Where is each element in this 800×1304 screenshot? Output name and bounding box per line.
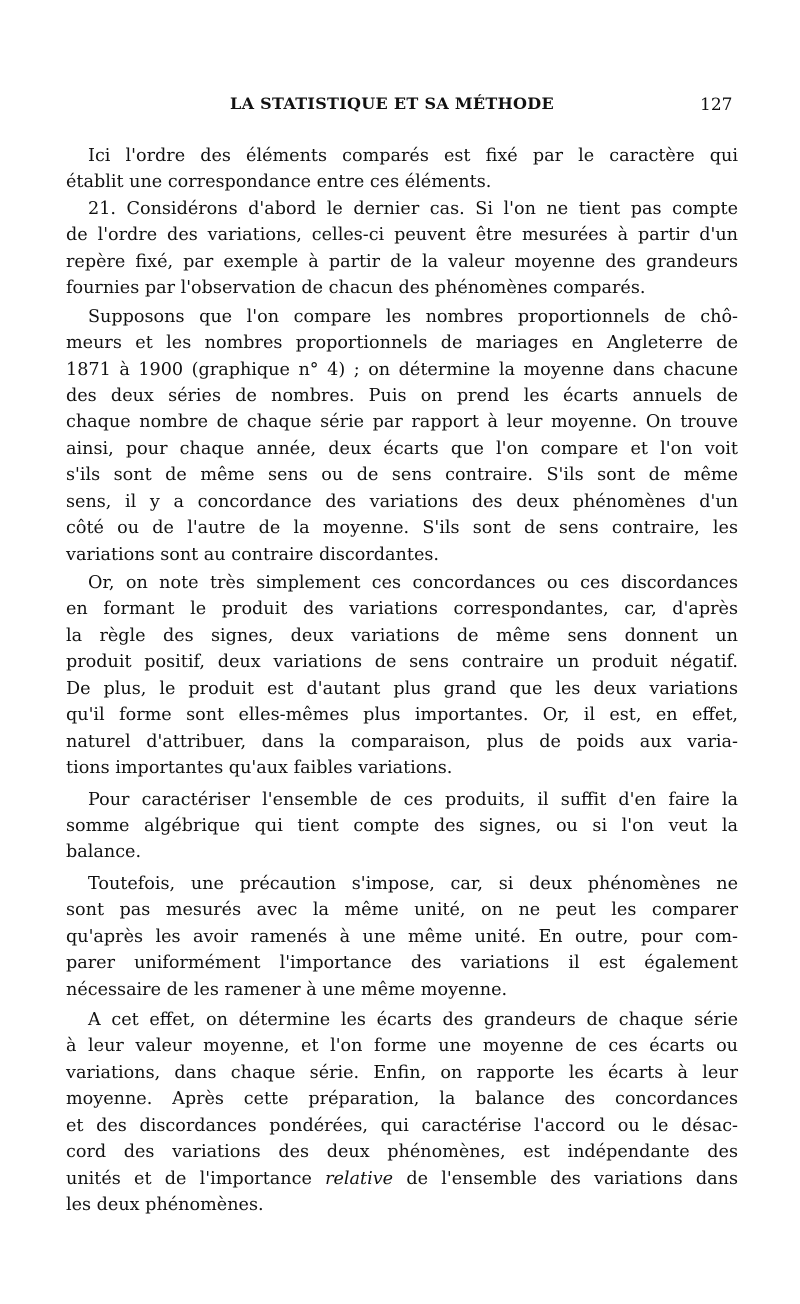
text-line: somme algébrique qui tient compte des signes, ou si l'on veut la [66, 815, 738, 836]
text-line: produit positif, deux variations de sens contraire un produit négatif. [66, 652, 738, 673]
text-line: Supposons que l'on compare les nombres proportionnels de chô- [88, 306, 738, 327]
text-line: A cet effet, on détermine les écarts des grandeurs de chaque série [88, 1010, 738, 1030]
text-line: parer uniformément l'importance des variations il est également [66, 953, 738, 974]
running-title: LA STATISTIQUE ET SA MÉTHODE [230, 94, 554, 113]
text-line: en formant le produit des variations correspondantes, car, d'après [66, 599, 738, 620]
text-line: De plus, le produit est d'autant plus grand que les deux variations [66, 678, 738, 699]
text-line: fournies par l'observation de chacun des phénomènes comparés. [66, 278, 646, 299]
text-line: 1871 à 1900 (graphique n° 4) ; on détermine la moyenne dans chacune [66, 359, 738, 380]
text-line: variations, dans chaque série. Enfin, on rapporte les écarts à leur [66, 1062, 738, 1083]
text-line: côté ou de l'autre de la moyenne. S'ils sont de sens contraire, les [66, 518, 738, 539]
text-line: sont pas mesurés avec la même unité, on ne peut les comparer [66, 900, 738, 921]
text-line: établit une correspondance entre ces éléments. [66, 172, 492, 193]
text-line: ainsi, pour chaque année, deux écarts que l'on compare et l'on voit [66, 438, 738, 459]
text-segment: unités et de l'importance [66, 1168, 312, 1189]
text-line: cord des variations des deux phénomènes, est indépendante des [66, 1142, 738, 1163]
text-line: à leur valeur moyenne, et l'on forme une moyenne de ces écarts ou [66, 1036, 738, 1057]
text-segment: de l'ensemble des variations dans [406, 1168, 738, 1189]
text-line: Or, on note très simplement ces concordances ou ces discordances [88, 573, 738, 593]
text-line: des deux séries de nombres. Puis on prend les écarts annuels de [66, 385, 738, 406]
text-line [66, 1166, 738, 1192]
text-line: tions importantes qu'aux faibles variations. [66, 758, 453, 779]
text-line: repère fixé, par exemple à partir de la valeur moyenne des grandeurs [66, 251, 738, 272]
text-line: s'ils sont de même sens ou de sens contraire. S'ils sont de même [66, 465, 738, 486]
text-line: Ici l'ordre des éléments comparés est fixé par le caractère qui [88, 146, 738, 166]
running-head [0, 94, 800, 120]
text-line: naturel d'attribuer, dans la comparaison, plus de poids aux varia- [66, 731, 738, 752]
text-line: variations sont au contraire discordantes. [66, 544, 439, 565]
text-line: la règle des signes, deux variations de même sens donnent un [66, 625, 738, 646]
text-line: meurs et les nombres proportionnels de mariages en Angleterre de [66, 333, 738, 354]
text-line: chaque nombre de chaque série par rapport à leur moyenne. On trouve [66, 412, 738, 433]
text-line: qu'après les avoir ramenés à une même unité. En outre, pour com- [66, 926, 738, 947]
text-line: et des discordances pondérées, qui caractérise l'accord ou le désac- [66, 1115, 738, 1136]
body-text [66, 143, 738, 1219]
text-line: sens, il y a concordance des variations des deux phénomènes d'un [66, 491, 738, 512]
text-line: 21. Considérons d'abord le dernier cas. Si l'on ne tient pas compte [88, 198, 738, 219]
italic-word: relative [325, 1168, 394, 1189]
text-line: les deux phénomènes. [66, 1195, 264, 1216]
text-line: Toutefois, une précaution s'impose, car, si deux phénomènes ne [88, 873, 738, 894]
text-line: balance. [66, 842, 142, 863]
page-number: 127 [700, 95, 733, 115]
text-line: de l'ordre des variations, celles-ci peuvent être mesurées à partir d'un [66, 225, 738, 246]
text-line: nécessaire de les ramener à une même moyenne. [66, 979, 508, 1000]
text-line: qu'il forme sont elles-mêmes plus importantes. Or, il est, en effet, [66, 705, 738, 726]
text-line: moyenne. Après cette préparation, la balance des concordances [66, 1089, 738, 1110]
text-line: Pour caractériser l'ensemble de ces produits, il suffit d'en faire la [88, 789, 738, 810]
